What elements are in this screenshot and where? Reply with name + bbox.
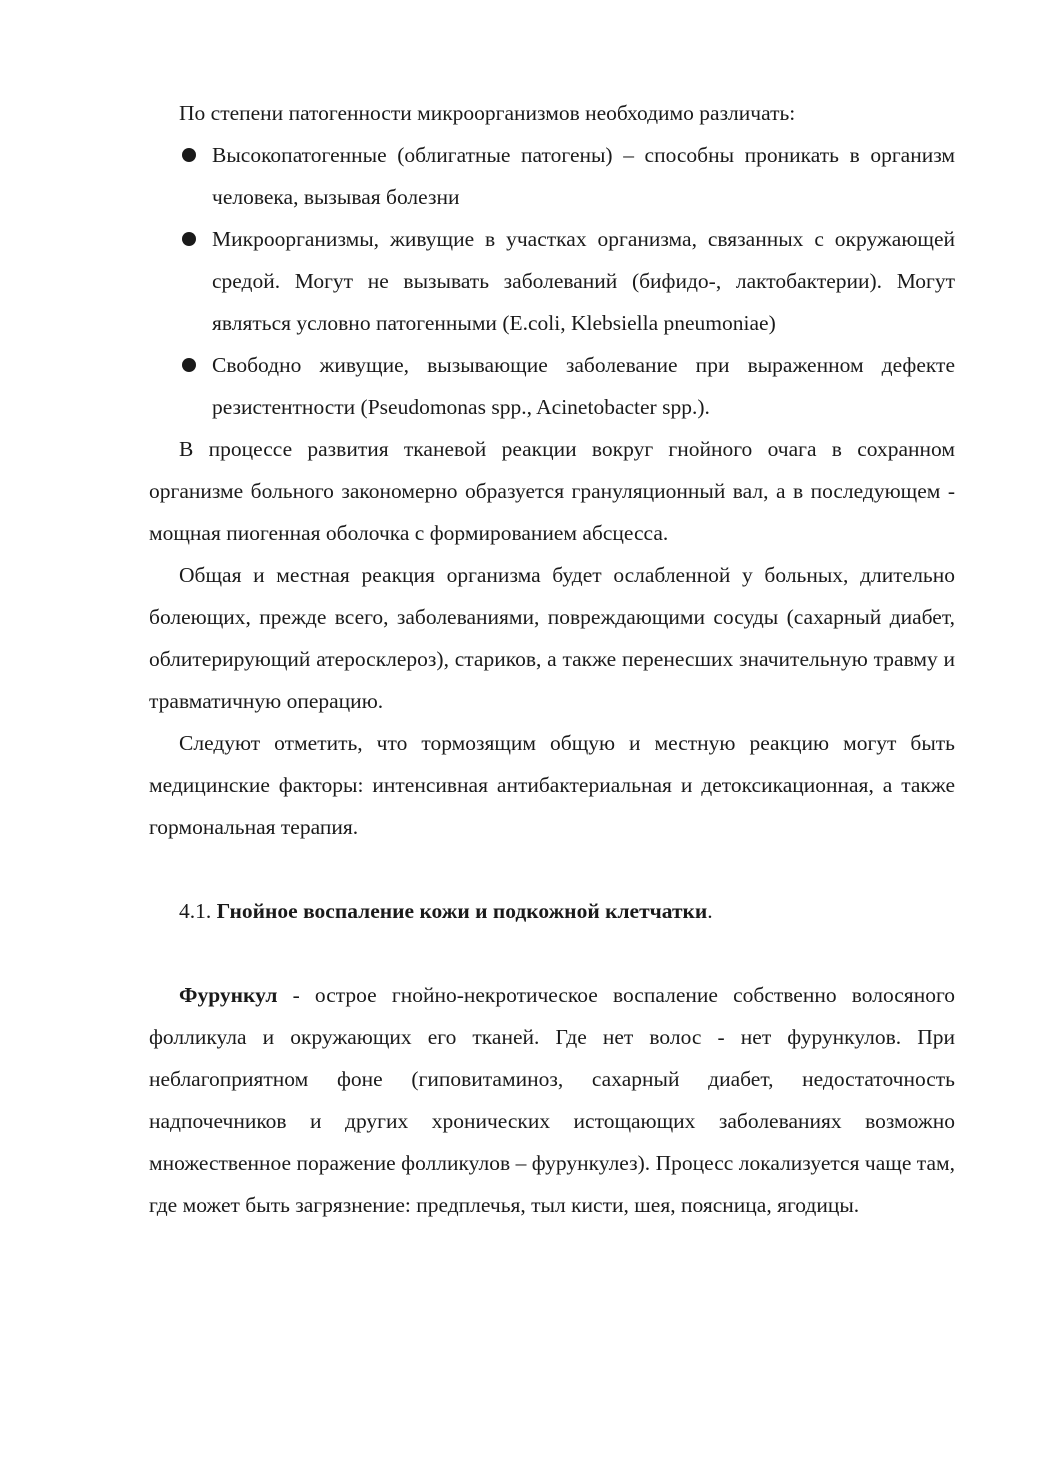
bullet-icon (182, 358, 196, 372)
list-item-text: Микроорганизмы, живущие в участках организма, связанных с окружающей средой. Могут не вызывать заболеваний (бифидо-, лактобактерии). Могут являться условно патогенными (E.coli, Klebsiella pneumoniae) (212, 227, 955, 335)
intro-paragraph: По степени патогенности микроорганизмов необходимо различать: (179, 101, 796, 125)
body-paragraph: Общая и местная реакция организма будет ослабленной у больных, длительно болеющих, прежде всего, заболеваниями, повреждающими сосуды (сахарный диабет, облитерирующий атеросклероз), стариков, а также перенесших значительную травму и травматичную операцию. (149, 563, 955, 713)
section-title-end: . (707, 899, 713, 923)
list-item-text: Свободно живущие, вызывающие заболевание при выраженном дефекте резистентности (Pseudomonas spp., Acinetobacter spp.). (212, 353, 955, 419)
list-item (212, 218, 955, 344)
section-heading (149, 890, 955, 932)
furuncle-paragraph (149, 974, 955, 1226)
body-paragraph: Следуют отметить, что тормозящим общую и местную реакцию могут быть медицинские факторы: интенсивная антибактериальная и детоксикационная, а также гормональная терапия. (149, 731, 955, 839)
spacer (149, 848, 955, 890)
list-item (212, 134, 955, 218)
furuncle-definition: - острое гнойно-некротическое воспаление собственно волосяного фолликула и окружающих его тканей. Где нет волос - нет фурункулов. При неблагоприятном фоне (гиповитаминоз, сахарный диабет, недостаточность надпочечников и других хронических истощающих заболеваниях возможно множественное поражение фолликулов – фурункулез). Процесс локализуется чаще там, где может быть загрязнение: предплечья, тыл кисти, шея, поясница, ягодицы. (149, 983, 955, 1217)
section-number: 4.1. (179, 899, 212, 923)
furuncle-term: Фурункул (179, 983, 278, 1007)
list-item-text: Высокопатогенные (облигатные патогены) – способны проникать в организм человека, вызывая болезни (212, 143, 955, 209)
bullet-icon (182, 148, 196, 162)
spacer (149, 932, 955, 974)
list-item (212, 344, 955, 428)
body-paragraph: В процессе развития тканевой реакции вокруг гнойного очага в сохранном организме больного закономерно образуется грануляционный вал, а в последующем - мощная пиогенная оболочка с формированием абсцесса. (149, 437, 955, 545)
section-title: Гнойное воспаление кожи и подкожной клетчатки (216, 899, 708, 923)
document-page (149, 92, 955, 1226)
pathogenicity-list (149, 134, 955, 428)
bullet-icon (182, 232, 196, 246)
